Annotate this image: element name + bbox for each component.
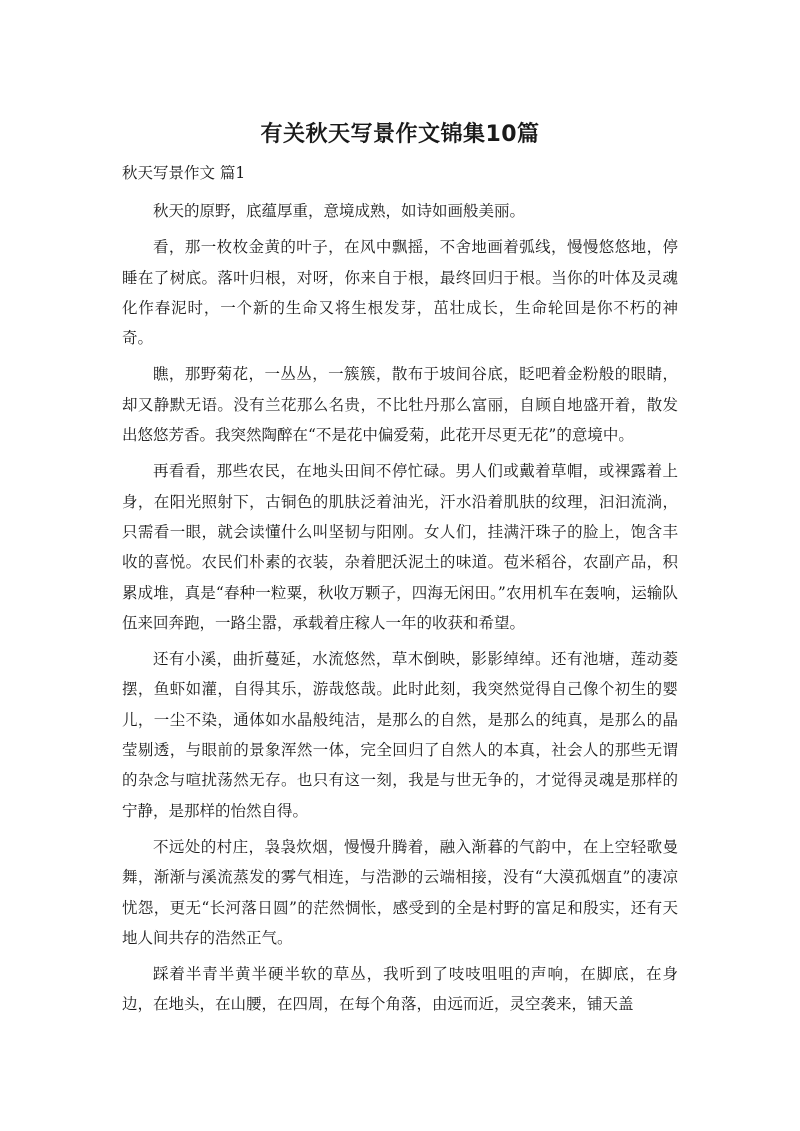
paragraph-4: 再看看，那些农民，在地头田间不停忙碌。男人们或戴着草帽，或裸露着上身，在阳光照射下，古铜色的肌肤泛着油光，汗水沿着肌肤的纹理，汩汩流淌，只需看一眼，就会读懂什么叫坚韧与阳刚。女人们，挂满汗珠子的脸上，饱含丰收的喜悦。农民们朴素的衣装，杂着肥沃泥土的味道。苞米稻谷，农副产品，积累成堆，真是“春种一粒粟，秋收万颗子，四海无闲田。”农用机车在轰响，运输队伍来回奔跑，一路尘嚣，承载着庄稼人一年的收获和希望。 <box>122 462 678 632</box>
document-title: 有关秋天写景作文锦集10篇 <box>260 122 540 147</box>
paragraph-3: 瞧，那野菊花，一丛丛，一簇簇，散布于坡间谷底，眨吧着金粉般的眼睛，却又静默无语。没有兰花那么名贵，不比牡丹那么富丽，自顾自地盛开着，散发出悠悠芳香。我突然陶醉在“不是花中偏爱菊，此花开尽更无花”的意境中。 <box>122 365 678 445</box>
section-heading: 秋天写景作文 篇1 <box>122 164 246 182</box>
article-body <box>122 196 678 1026</box>
paragraph-7: 踩着半青半黄半硬半软的草丛，我听到了吱吱咀咀的声响，在脚底，在身边，在地头，在山腰，在四周，在每个角落，由远而近，灵空袭来，铺天盖 <box>122 965 678 1014</box>
paragraph-6: 不远处的村庄，袅袅炊烟，慢慢升腾着，融入渐暮的气韵中，在上空轻歌曼舞，渐渐与溪流蒸发的雾气相连，与浩渺的云端相接，没有“大漠孤烟直”的凄凉忧怨，更无“长河落日圆”的茫然惆怅，感受到的全是村野的富足和殷实，还有天地人间共存的浩然正气。 <box>122 837 678 947</box>
paragraph-1: 秋天的原野，底蕴厚重，意境成熟，如诗如画般美丽。 <box>153 202 526 220</box>
paragraph-2: 看，那一枚枚金黄的叶子，在风中飘摇，不舍地画着弧线，慢慢悠悠地，停睡在了树底。落叶归根，对呀，你来自于根，最终回归于根。当你的叶体及灵魂化作春泥时，一个新的生命又将生根发芽，茁壮成长，生命轮回是你不朽的神奇。 <box>122 238 678 348</box>
paragraph-5: 还有小溪，曲折蔓延，水流悠然，草木倒映，影影绰绰。还有池塘，莲动菱摆，鱼虾如灌，自得其乐，游哉悠哉。此时此刻，我突然觉得自己像个初生的婴儿，一尘不染，通体如水晶般纯洁，是那么的自然，是那么的纯真，是那么的晶莹剔透，与眼前的景象浑然一体，完全回归了自然人的本真，社会人的那些无谓的杂念与喧扰荡然无存。也只有这一刻，我是与世无争的，才觉得灵魂是那样的宁静，是那样的怡然自得。 <box>122 650 678 820</box>
